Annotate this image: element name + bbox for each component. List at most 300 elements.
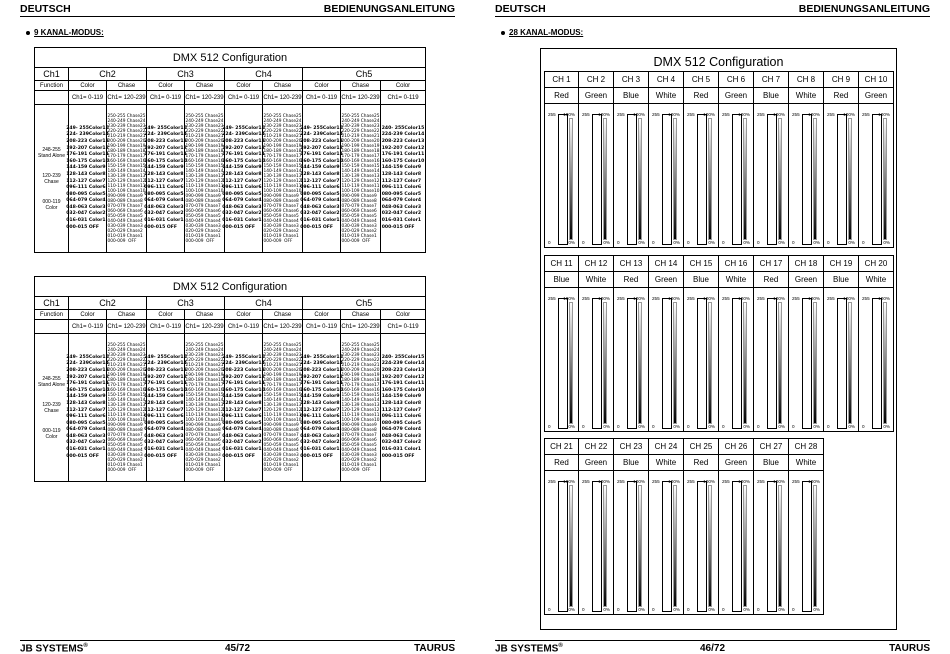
fader-gradient (569, 302, 573, 424)
fader-gradient (883, 118, 887, 240)
function-color (43, 428, 61, 440)
channel-fader-cell (684, 71, 719, 248)
fader-max-percent: 100% (633, 296, 645, 301)
channel-color: White (649, 88, 683, 104)
fader-track (592, 481, 602, 612)
page-header (495, 3, 930, 15)
fader-min-percent: 0% (603, 607, 610, 612)
range-row (35, 320, 425, 334)
chase-list: 250-255 Chase25 240-249 Chase24 230-239 Chase23 220-229 Chase22 210-219 Chase21 200-209 Chase20 190-199 Chase19 180-189 Chase18 170-179 Chase17 160-169 Chase16 150-159 Chase15 140-149 Chase14 130-139 Chase13 120-129 Chase12 110-119 Chase11 100-109 Chase10 090-099 Chase9 080-089 Chase8 070-079 Chase7 060-069 Chase6 050-059 Chase5 040-049 Chase4 030-039 Chase3 020-029 Chase2 010-019 Chase1 000-009 OFF (341, 342, 380, 473)
color-label: Color (225, 310, 263, 319)
range-color: Ch1= 0-119 (303, 91, 341, 104)
fn-color-label: Color (45, 433, 58, 440)
fader-gradient (708, 485, 712, 607)
channel-label: CH 3 (614, 72, 648, 88)
color-list: 249- 255Color15 224- 239Color14 208-223 Color13 192-207 Color12 176-191 Color11 160-175 Color10 144-159 Color9 128-143 Color8 112-127 Color7 096-111 Color6 080-095 Color5 064-079 Color4 048-063 Color3 032-047 Color2 016-031 Color1 000-015 OFF (222, 354, 265, 459)
footer-brand-text: JB SYSTEMS (495, 643, 559, 654)
fader-gradient (638, 118, 642, 240)
fader-min-percent: 0% (778, 240, 785, 245)
header-ch4: Ch4 (225, 297, 303, 309)
channel-color: Red (545, 455, 578, 471)
range-color: Ch1= 0-119 (387, 323, 419, 330)
fader-min-value: 0 (582, 424, 585, 429)
channel-fader-cell (649, 438, 684, 615)
fader-track (732, 481, 742, 612)
config-title: DMX 512 Configuration (35, 48, 425, 68)
fader-gradient (673, 118, 677, 240)
fader-max-percent: 100% (703, 479, 715, 484)
fader-min-percent: 0% (848, 424, 855, 429)
config-title: DMX 512 Configuration (35, 277, 425, 297)
fader-gradient (603, 485, 607, 607)
color-label: Color (147, 310, 185, 319)
footer-divider (20, 640, 455, 641)
channel-fader-cell (544, 255, 579, 432)
channel-fader-cell (824, 255, 859, 432)
fader-min-percent: 0% (708, 424, 715, 429)
channel-color: Green (579, 455, 613, 471)
header-divider (495, 16, 930, 17)
fader-min-value: 0 (617, 424, 620, 429)
channel-fader-cell (789, 255, 824, 432)
channel-color: Blue (545, 272, 578, 288)
fader-scale (582, 479, 610, 615)
fader-max-value: 255 (582, 112, 590, 117)
channel-label: CH 24 (649, 439, 683, 455)
fader-max-value: 255 (862, 112, 870, 117)
fader-scale (722, 479, 750, 615)
channel-label: CH 28 (789, 439, 823, 455)
chase-list: 250-255 Chase25 240-249 Chase24 230-239 Chase23 220-229 Chase22 210-219 Chase21 200-209 Chase20 190-199 Chase19 180-189 Chase18 170-179 Chase17 160-169 Chase16 150-159 Chase15 140-149 Chase14 130-139 Chase13 120-129 Chase12 110-119 Chase11 100-109 Chase10 090-099 Chase9 080-089 Chase8 070-079 Chase7 060-069 Chase6 050-059 Chase5 040-049 Chase4 030-039 Chase3 020-029 Chase2 010-019 Chase1 000-009 OFF (263, 342, 302, 473)
fader-gradient (883, 302, 887, 424)
fader-min-percent: 0% (883, 424, 890, 429)
fader-max-value: 255 (757, 479, 765, 484)
channel-fader-cell (754, 438, 789, 615)
color-label: Color (69, 310, 107, 319)
fader-gradient (813, 302, 817, 424)
fader-max-percent: 100% (738, 296, 750, 301)
header-divider (20, 16, 455, 17)
fader-max-percent: 100% (598, 296, 610, 301)
fader-max-value: 255 (548, 479, 556, 484)
fader-min-value: 0 (617, 240, 620, 245)
channel-color: Blue (684, 272, 718, 288)
function-label: Function (35, 310, 69, 319)
fader-scale (862, 112, 890, 248)
fader-gradient (778, 118, 782, 240)
fader-scale (792, 479, 820, 615)
fader-max-percent: 100% (633, 479, 645, 484)
fader-track (558, 481, 568, 612)
fader-track (802, 481, 812, 612)
channel-color: Red (684, 455, 718, 471)
channel-color: Red (684, 88, 718, 104)
range-color: Ch1= 0-119 (147, 320, 185, 333)
sub-header-row (35, 310, 425, 320)
fader-min-value: 0 (582, 607, 585, 612)
fader-scale (548, 479, 575, 615)
channel-label: CH 17 (754, 256, 788, 272)
fader-max-percent: 100% (773, 112, 785, 117)
fader-max-percent: 100% (563, 112, 575, 117)
fader-max-percent: 100% (668, 296, 680, 301)
fader-min-value: 0 (652, 240, 655, 245)
fader-max-percent: 100% (878, 112, 890, 117)
channel-fader-cell (614, 255, 649, 432)
header-ch1: Ch1 (35, 68, 69, 80)
chase-column (185, 105, 225, 252)
footer-divider (495, 640, 930, 641)
sub-header-row (35, 81, 425, 91)
fader-min-percent: 0% (743, 424, 750, 429)
channel-fader-cell (579, 438, 614, 615)
channel-label: CH 9 (824, 72, 858, 88)
fader-min-value: 0 (722, 240, 725, 245)
fn-chase-label: Chase (44, 178, 59, 185)
section-heading-text: 9 KANAL-MODUS: (34, 28, 104, 37)
channel-label: CH 22 (579, 439, 613, 455)
fader-scale (827, 296, 855, 432)
fader-track (558, 114, 568, 245)
color-label: Color (395, 82, 411, 89)
fader-max-percent: 100% (563, 296, 575, 301)
range-color: Ch1= 0-119 (303, 320, 341, 333)
fader-track (697, 114, 707, 245)
range-color: Ch1= 0-119 (387, 94, 419, 101)
bullet-icon (26, 31, 30, 35)
fader-min-percent: 0% (743, 240, 750, 245)
channel-label: CH 14 (649, 256, 683, 272)
function-stand-alone (38, 147, 65, 159)
fader-max-percent: 100% (598, 112, 610, 117)
channel-color: Red (754, 272, 788, 288)
color-column (144, 105, 187, 252)
fader-max-percent: 100% (633, 112, 645, 117)
header-language: DEUTSCH (495, 3, 546, 15)
chase-list: 250-255 Chase25 240-249 Chase24 230-239 Chase23 220-229 Chase22 210-219 Chase21 200-209 Chase20 190-199 Chase19 180-189 Chase18 170-179 Chase17 160-169 Chase16 150-159 Chase15 140-149 Chase14 130-139 Chase13 120-129 Chase12 110-119 Chase11 100-109 Chase10 090-099 Chase9 080-089 Chase8 070-079 Chase7 060-069 Chase6 050-059 Chase5 040-049 Chase4 030-039 Chase3 020-029 Chase2 010-019 Chase1 000-009 OFF (185, 342, 224, 473)
fader-track (767, 114, 777, 245)
fader-max-percent: 100% (773, 296, 785, 301)
fader-max-percent: 100% (773, 479, 785, 484)
fader-scale (792, 296, 820, 432)
fader-min-percent: 0% (673, 240, 680, 245)
channel-color: White (789, 88, 823, 104)
fader-min-value: 0 (652, 607, 655, 612)
fader-min-percent: 0% (883, 240, 890, 245)
header-ch2: Ch2 (69, 68, 147, 80)
channel-color: Green (859, 88, 893, 104)
channel-label: CH 2 (579, 72, 613, 88)
fader-track (872, 114, 882, 245)
range-color: Ch1= 0-119 (69, 320, 107, 333)
fader-max-value: 255 (827, 112, 835, 117)
range-color: Ch1= 0-119 (69, 91, 107, 104)
chase-label: Chase (341, 81, 381, 90)
fader-min-percent: 0% (708, 607, 715, 612)
fn-stand-range: 248-255 (42, 146, 61, 153)
channel-label: CH 7 (754, 72, 788, 88)
color-column (66, 105, 109, 252)
color-list: 249- 255Color15 224- 239Color14 208-223 Color13 192-207 Color12 176-191 Color11 160-175 Color10 144-159 Color9 128-143 Color8 112-127 Color7 096-111 Color6 080-095 Color5 064-079 Color4 048-063 Color3 032-047 Color2 016-031 Color1 000-015 OFF (144, 125, 187, 230)
color-list: 249- 255Color15 224- 239Color14 208-223 Color13 192-207 Color12 176-191 Color11 160-175 Color10 144-159 Color9 128-143 Color8 112-127 Color7 096-111 Color6 080-095 Color5 064-079 Color4 048-063 Color3 032-047 Color2 016-031 Color1 000-015 OFF (66, 354, 109, 459)
fader-max-value: 255 (548, 296, 556, 301)
fader-max-value: 255 (652, 112, 660, 117)
fn-chase-label: Chase (44, 407, 59, 414)
channel-color: Blue (754, 88, 788, 104)
function-chase (42, 173, 60, 185)
fader-min-value: 0 (548, 240, 551, 245)
fader-max-percent: 100% (563, 479, 575, 484)
section-heading-text: 28 KANAL-MODUS: (509, 28, 584, 37)
fader-scale (652, 112, 680, 248)
color-list: 240- 255Color15 224-239 Color14 208-223 Color13 192-207 Color12 176-191 Color11 160-175 Color10 144-159 Color9 128-143 Color8 112-127 Color7 096-111 Color6 080-095 Color5 064-079 Color4 048-063 Color3 032-047 Color2 016-031 Color1 000-015 OFF (381, 354, 425, 459)
channel-fader-cell (859, 71, 894, 248)
bullet-icon (501, 31, 505, 35)
channel-fader-cell (859, 255, 894, 432)
fader-max-percent: 100% (703, 296, 715, 301)
fn-color-label: Color (45, 204, 58, 211)
fader-max-value: 255 (687, 479, 695, 484)
section-heading (26, 28, 104, 37)
fader-min-value: 0 (722, 607, 725, 612)
fader-min-percent: 0% (813, 607, 820, 612)
channel-fader-cell (579, 71, 614, 248)
channel-fader-cell (614, 71, 649, 248)
chase-column (185, 334, 225, 481)
fn-stand-label: Stand Alone (38, 152, 65, 159)
color-list: 240- 255Color15 224-239 Color14 208-223 Color13 192-207 Color12 176-191 Color11 160-175 Color10 144-159 Color9 128-143 Color8 112-127 Color7 096-111 Color6 080-095 Color5 064-079 Color4 048-063 Color3 032-047 Color2 016-031 Color1 000-015 OFF (381, 125, 425, 230)
fader-max-value: 255 (548, 112, 556, 117)
channel-row (544, 255, 894, 432)
fader-gradient (743, 118, 747, 240)
footer-product: TAURUS (414, 643, 455, 654)
fader-min-value: 0 (792, 240, 795, 245)
fader-track (767, 481, 777, 612)
fader-min-value: 0 (687, 240, 690, 245)
fader-max-value: 255 (617, 296, 625, 301)
range-empty (35, 91, 69, 104)
channel-label: CH 26 (719, 439, 753, 455)
channel-fader-cell (789, 438, 824, 615)
fader-min-value: 0 (757, 240, 760, 245)
channel-label: CH 12 (579, 256, 613, 272)
fader-max-value: 255 (687, 112, 695, 117)
channel-label: CH 5 (684, 72, 718, 88)
fader-scale (757, 479, 785, 615)
fader-track (732, 298, 742, 429)
chase-column (341, 334, 381, 481)
chase-list: 250-255 Chase25 240-249 Chase24 230-239 Chase23 220-229 Chase22 210-219 Chase21 200-209 Chase20 190-199 Chase19 180-189 Chase18 170-179 Chase17 160-169 Chase16 150-159 Chase15 140-149 Chase14 130-139 Chase13 120-129 Chase12 110-119 Chase11 100-109 Chase10 090-099 Chase9 080-089 Chase8 070-079 Chase7 060-069 Chase6 050-059 Chase5 040-049 Chase4 030-039 Chase3 020-029 Chase2 010-019 Chase1 000-009 OFF (107, 342, 146, 473)
chase-label: Chase (341, 310, 381, 319)
fader-min-percent: 0% (778, 607, 785, 612)
fader-gradient (778, 302, 782, 424)
channel-color: Red (614, 272, 648, 288)
fader-min-value: 0 (722, 424, 725, 429)
fader-scale (548, 296, 575, 432)
channel-header-row (35, 297, 425, 310)
fader-max-value: 255 (617, 112, 625, 117)
fader-max-percent: 100% (668, 479, 680, 484)
chase-column (263, 105, 303, 252)
table-body (35, 105, 425, 252)
fader-max-value: 255 (582, 296, 590, 301)
header-ch1: Ch1 (35, 297, 69, 309)
registered-mark: ® (558, 643, 563, 649)
channel-label: CH 16 (719, 256, 753, 272)
channel-label: CH 8 (789, 72, 823, 88)
color-column (300, 105, 343, 252)
fader-gradient (708, 302, 712, 424)
header-ch3: Ch3 (147, 297, 225, 309)
fader-track (662, 481, 672, 612)
fader-track (802, 114, 812, 245)
header-language: DEUTSCH (20, 3, 71, 15)
fader-min-value: 0 (652, 424, 655, 429)
fader-max-value: 255 (722, 479, 730, 484)
color-column (381, 105, 425, 252)
channel-color: Blue (754, 455, 788, 471)
fader-scale (827, 112, 855, 248)
channel-color: Red (824, 88, 858, 104)
channel-label: CH 11 (545, 256, 578, 272)
fader-scale (617, 296, 645, 432)
fader-max-percent: 100% (598, 479, 610, 484)
channel-label: CH 18 (789, 256, 823, 272)
fader-max-percent: 100% (843, 296, 855, 301)
fader-min-percent: 0% (638, 424, 645, 429)
fader-min-percent: 0% (813, 240, 820, 245)
header-title: BEDIENUNGSANLEITUNG (323, 3, 455, 15)
color-column (66, 334, 109, 481)
fader-track (592, 298, 602, 429)
color-column (222, 334, 265, 481)
fader-scale (582, 296, 610, 432)
fader-min-percent: 0% (638, 607, 645, 612)
fader-track (662, 298, 672, 429)
range-empty (35, 320, 69, 333)
chase-label: Chase (185, 310, 225, 319)
fader-track (558, 298, 568, 429)
fader-max-percent: 100% (738, 112, 750, 117)
channel-color: Blue (824, 272, 858, 288)
fader-max-percent: 100% (703, 112, 715, 117)
fader-gradient (743, 485, 747, 607)
fader-scale (687, 296, 715, 432)
chase-label: Chase (263, 310, 303, 319)
color-list: 249- 255Color15 224- 239Color14 208-223 Color13 192-207 Color12 176-191 Color11 160-175 Color10 144-159 Color9 128-143 Color8 112-127 Color7 096-111 Color6 080-095 Color5 064-079 Color4 048-063 Color3 032-047 Color2 016-031 Color1 000-015 OFF (66, 125, 109, 230)
fader-scale (862, 296, 890, 432)
fader-max-percent: 100% (738, 479, 750, 484)
dmx-config-table-1 (34, 47, 426, 253)
color-list: 249- 255Color15 224- 239Color14 208-223 Color13 192-207 Color12 176-191 Color11 160-175 Color10 144-159 Color9 128-143 Color8 112-127 Color7 096-111 Color6 080-095 Color5 064-079 Color4 048-063 Color3 032-047 Color2 016-031 Color1 000-015 OFF (144, 354, 187, 459)
fader-gradient (638, 302, 642, 424)
fader-max-value: 255 (757, 296, 765, 301)
function-chase (42, 402, 60, 414)
channel-label: CH 19 (824, 256, 858, 272)
fader-track (732, 114, 742, 245)
fader-gradient (569, 118, 573, 240)
channel-fader-cell (719, 438, 754, 615)
fader-track (697, 298, 707, 429)
fader-max-value: 255 (652, 479, 660, 484)
fader-gradient (848, 302, 852, 424)
fader-scale (687, 112, 715, 248)
fader-min-percent: 0% (813, 424, 820, 429)
fader-min-percent: 0% (638, 240, 645, 245)
header-ch3: Ch3 (147, 68, 225, 80)
range-chase: Ch1= 120-239 (341, 91, 381, 104)
table-body (35, 334, 425, 481)
fader-min-percent: 0% (673, 607, 680, 612)
chase-column (341, 105, 381, 252)
fader-scale (757, 112, 785, 248)
chase-column (107, 105, 147, 252)
fader-min-value: 0 (827, 424, 830, 429)
fader-max-value: 255 (862, 296, 870, 301)
fader-min-percent: 0% (568, 240, 575, 245)
fader-max-value: 255 (792, 296, 800, 301)
chase-label: Chase (107, 81, 147, 90)
channel-label: CH 20 (859, 256, 893, 272)
range-chase: Ch1= 120-239 (263, 91, 303, 104)
channel-color: White (719, 272, 753, 288)
fader-min-value: 0 (757, 607, 760, 612)
fader-scale (652, 479, 680, 615)
channel-fader-cell (684, 438, 719, 615)
fader-gradient (569, 485, 573, 607)
range-chase: Ch1= 120-239 (185, 91, 225, 104)
channel-fader-cell (824, 71, 859, 248)
header-ch5: Ch5 (355, 69, 373, 79)
fader-max-percent: 100% (808, 112, 820, 117)
fader-gradient (673, 485, 677, 607)
color-list: 249- 255Color15 224- 239Color14 208-223 Color13 192-207 Color12 176-191 Color11 160-175 Color10 144-159 Color9 128-143 Color8 112-127 Color7 096-111 Color6 080-095 Color5 064-079 Color4 048-063 Color3 032-047 Color2 016-031 Color1 000-015 OFF (300, 354, 343, 459)
range-chase: Ch1= 120-239 (341, 320, 381, 333)
chase-list: 250-255 Chase25 240-249 Chase24 230-239 Chase23 220-229 Chase22 210-219 Chase21 200-209 Chase20 190-199 Chase19 180-189 Chase18 170-179 Chase17 160-169 Chase16 150-159 Chase15 140-149 Chase14 130-139 Chase13 120-129 Chase12 110-119 Chase11 100-109 Chase10 090-099 Chase9 080-089 Chase8 070-079 Chase7 060-069 Chase6 050-059 Chase5 040-049 Chase4 030-039 Chase3 020-029 Chase2 010-019 Chase1 000-009 OFF (107, 113, 146, 244)
fader-max-value: 255 (722, 296, 730, 301)
chase-label: Chase (263, 81, 303, 90)
fader-track (697, 481, 707, 612)
fader-track (627, 481, 637, 612)
chase-list: 250-255 Chase25 240-249 Chase24 230-239 Chase23 220-229 Chase22 210-219 Chase21 200-209 Chase20 190-199 Chase19 180-189 Chase18 170-179 Chase17 160-169 Chase16 150-159 Chase15 140-149 Chase14 130-139 Chase13 120-129 Chase12 110-119 Chase11 100-109 Chase10 090-099 Chase9 080-089 Chase8 070-079 Chase7 060-069 Chase6 050-059 Chase5 040-049 Chase4 030-039 Chase3 020-029 Chase2 010-019 Chase1 000-009 OFF (263, 113, 302, 244)
color-column (381, 334, 425, 481)
color-column (300, 334, 343, 481)
range-chase: Ch1= 120-239 (185, 320, 225, 333)
function-color (43, 199, 61, 211)
fader-min-percent: 0% (603, 240, 610, 245)
fader-min-percent: 0% (673, 424, 680, 429)
range-color: Ch1= 0-119 (225, 91, 263, 104)
section-heading (501, 28, 583, 37)
config-title: DMX 512 Configuration (653, 55, 784, 69)
channel-label: CH 6 (719, 72, 753, 88)
fader-max-value: 255 (687, 296, 695, 301)
color-list: 249- 255Color15 224- 239Color14 208-223 Color13 192-207 Color12 176-191 Color11 160-175 Color10 144-159 Color9 128-143 Color8 112-127 Color7 096-111 Color6 080-095 Color5 064-079 Color4 048-063 Color3 032-047 Color2 016-031 Color1 000-015 OFF (300, 125, 343, 230)
color-label: Color (303, 81, 341, 90)
fader-track (662, 114, 672, 245)
fader-track (837, 298, 847, 429)
function-column (35, 334, 69, 481)
registered-mark: ® (83, 643, 88, 649)
fader-min-value: 0 (792, 424, 795, 429)
channel-color: Green (579, 88, 613, 104)
fader-max-value: 255 (792, 479, 800, 484)
fn-color-range: 000-119 (42, 198, 61, 205)
channel-fader-cell (754, 71, 789, 248)
fader-gradient (848, 118, 852, 240)
function-stand-alone (38, 376, 65, 388)
range-chase: Ch1= 120-239 (107, 320, 147, 333)
